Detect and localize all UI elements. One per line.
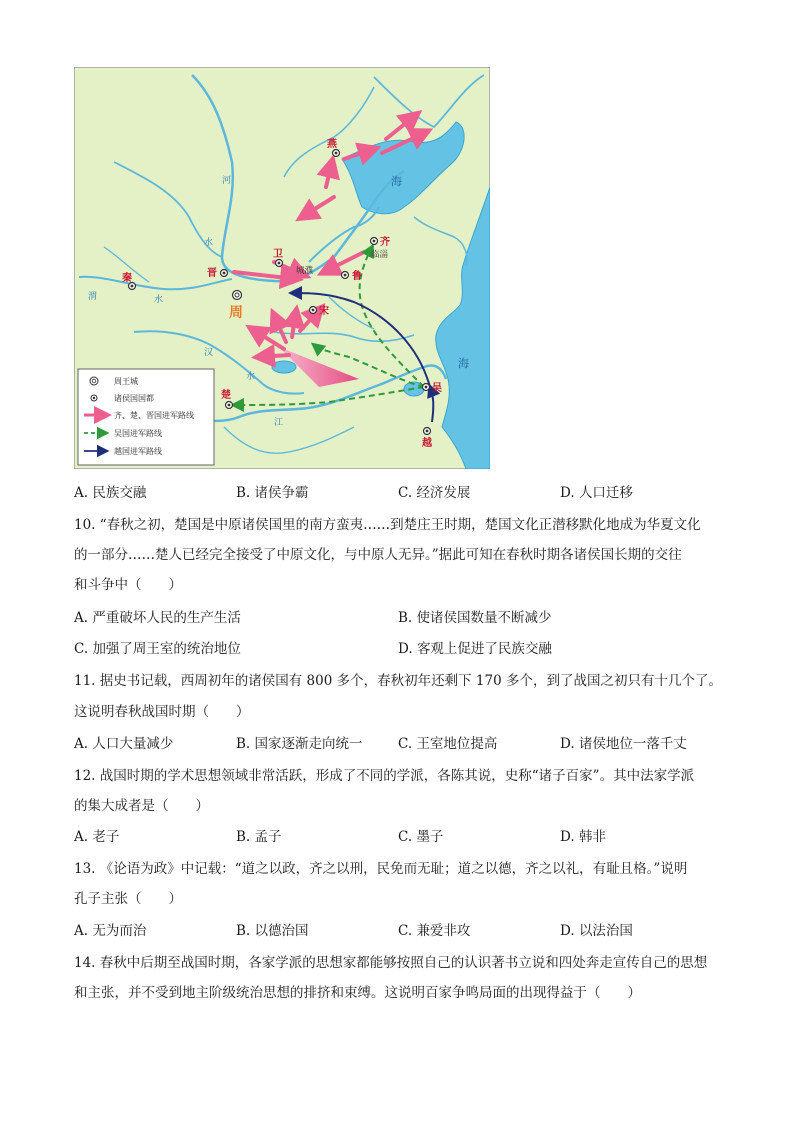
map-legend (78, 369, 214, 465)
q10-option-d[interactable]: D. 客观上促进了民族交融 (398, 641, 552, 657)
sea-label-north: 海 (391, 175, 402, 188)
label-yue: 越 (422, 438, 432, 449)
river-label-jiang: 江 (274, 418, 284, 428)
legend-label-navy-route: 越国进军路线 (114, 447, 162, 456)
q10-stem-line-1: 10. “春秋之初，楚国是中原诸侯国里的南方蛮夷……到楚庄王时期，楚国文化正潜移默化地成为华夏文化 (74, 517, 701, 533)
q12-option-a[interactable]: A. 老子 (74, 829, 120, 845)
q14-stem-line-2: 和主张，并不受到地主阶级统治思想的排挤和束缚。这说明百家争鸣局面的出现得益于（ ） (74, 985, 641, 1001)
q12-option-d[interactable]: D. 韩非 (560, 829, 606, 845)
legend-label-pink-route: 齐、楚、晋国进军路线 (114, 411, 194, 420)
q12-stem-line-1: 12. 战国时期的学术思想领域非常活跃，形成了不同的学派，各陈其说，史称“诸子百家”。其中法家学派 (74, 768, 695, 784)
q12-option-b[interactable]: B. 孟子 (236, 829, 282, 845)
label-linzi: 临淄 (371, 250, 389, 260)
q13-option-a[interactable]: A. 无为而治 (74, 923, 147, 939)
q11-option-a[interactable]: A. 人口大量减少 (74, 736, 174, 752)
sea-label-east: 海 (458, 357, 469, 370)
q11-stem-line-1: 11. 据史书记载，西周初年的诸侯国有 800 多个，春秋初年还剩下 170 多个，到了战国之初只有十几个了。 (74, 673, 722, 689)
label-song: 宋 (319, 306, 329, 317)
q11-options (74, 735, 754, 753)
legend-label-royal-capital: 周王城 (114, 377, 138, 386)
label-qin: 秦 (122, 273, 132, 284)
label-yan: 燕 (327, 139, 337, 150)
river-label-shui3: 水 (246, 372, 256, 382)
q13-stem-line-2: 孔子主张（ ） (74, 891, 182, 907)
label-chengpu: 城濮 (296, 266, 314, 276)
q11-option-c[interactable]: C. 王室地位提高 (398, 736, 498, 752)
q9-option-d[interactable]: D. 人口迁移 (560, 485, 633, 501)
label-lu: 鲁 (352, 271, 362, 282)
q11-stem-line-2: 这说明春秋战国时期（ ） (74, 704, 250, 720)
label-qi: 齐 (380, 237, 390, 248)
q10-option-c[interactable]: C. 加强了周王室的统治地位 (74, 641, 241, 657)
q13-option-d[interactable]: D. 以法治国 (560, 923, 633, 939)
q10-options-row-1 (74, 609, 754, 627)
q10-stem-line-2: 的一部分……楚人已经完全接受了中原文化，与中原人无异。”据此可知在春秋时期各诸侯国长期的交往 (74, 547, 682, 563)
q13-options (74, 922, 754, 940)
label-chu: 楚 (221, 390, 231, 401)
zhou-royal-capital-marker (233, 291, 242, 300)
legend-label-vassal-capital: 诸侯国国都 (114, 394, 154, 403)
label-wu: 吴 (432, 383, 442, 394)
spring-autumn-war-map (74, 67, 490, 469)
q12-options (74, 828, 754, 846)
q10-options-row-2 (74, 640, 754, 658)
label-zhou: 周 (229, 305, 243, 321)
q13-stem-line-1: 13. 《论语为政》中记载：“道之以政，齐之以刑，民免而无耻；道之以德，齐之以礼，有耻且格。”说明 (74, 861, 688, 877)
river-label-shui: 水 (204, 238, 214, 248)
q10-stem-line-3: 和斗争中（ ） (74, 577, 182, 593)
q13-option-c[interactable]: C. 兼爱非攻 (398, 923, 471, 939)
river-label-wei: 渭 (88, 292, 98, 302)
q14-stem-line-1: 14. 春秋中后期至战国时期，各家学派的思想家都能够按照自己的认识著书立说和四处奔走宣传自己的思想 (74, 955, 708, 971)
q10-option-a[interactable]: A. 严重破坏人民的生产生活 (74, 610, 241, 626)
q10-option-b[interactable]: B. 使诸侯国数量不断减少 (398, 610, 552, 626)
q9-options (74, 484, 754, 502)
q13-option-b[interactable]: B. 以德治国 (236, 923, 309, 939)
q12-option-c[interactable]: C. 墨子 (398, 829, 444, 845)
river-label-han: 汉 (204, 348, 214, 358)
label-wei: 卫 (273, 249, 283, 260)
river-label-shui2: 水 (154, 295, 164, 305)
q9-option-c[interactable]: C. 经济发展 (398, 485, 471, 501)
legend-label-green-route: 吴国进军路线 (114, 429, 162, 438)
label-jin: 晋 (207, 268, 217, 279)
q9-option-a[interactable]: A. 民族交融 (74, 485, 147, 501)
q12-stem-line-2: 的集大成者是（ ） (74, 798, 209, 814)
q11-option-b[interactable]: B. 国家逐渐走向统一 (236, 736, 363, 752)
q9-option-b[interactable]: B. 诸侯争霸 (236, 485, 309, 501)
q11-option-d[interactable]: D. 诸侯地位一落千丈 (560, 736, 687, 752)
river-label-he: 河 (222, 176, 232, 186)
